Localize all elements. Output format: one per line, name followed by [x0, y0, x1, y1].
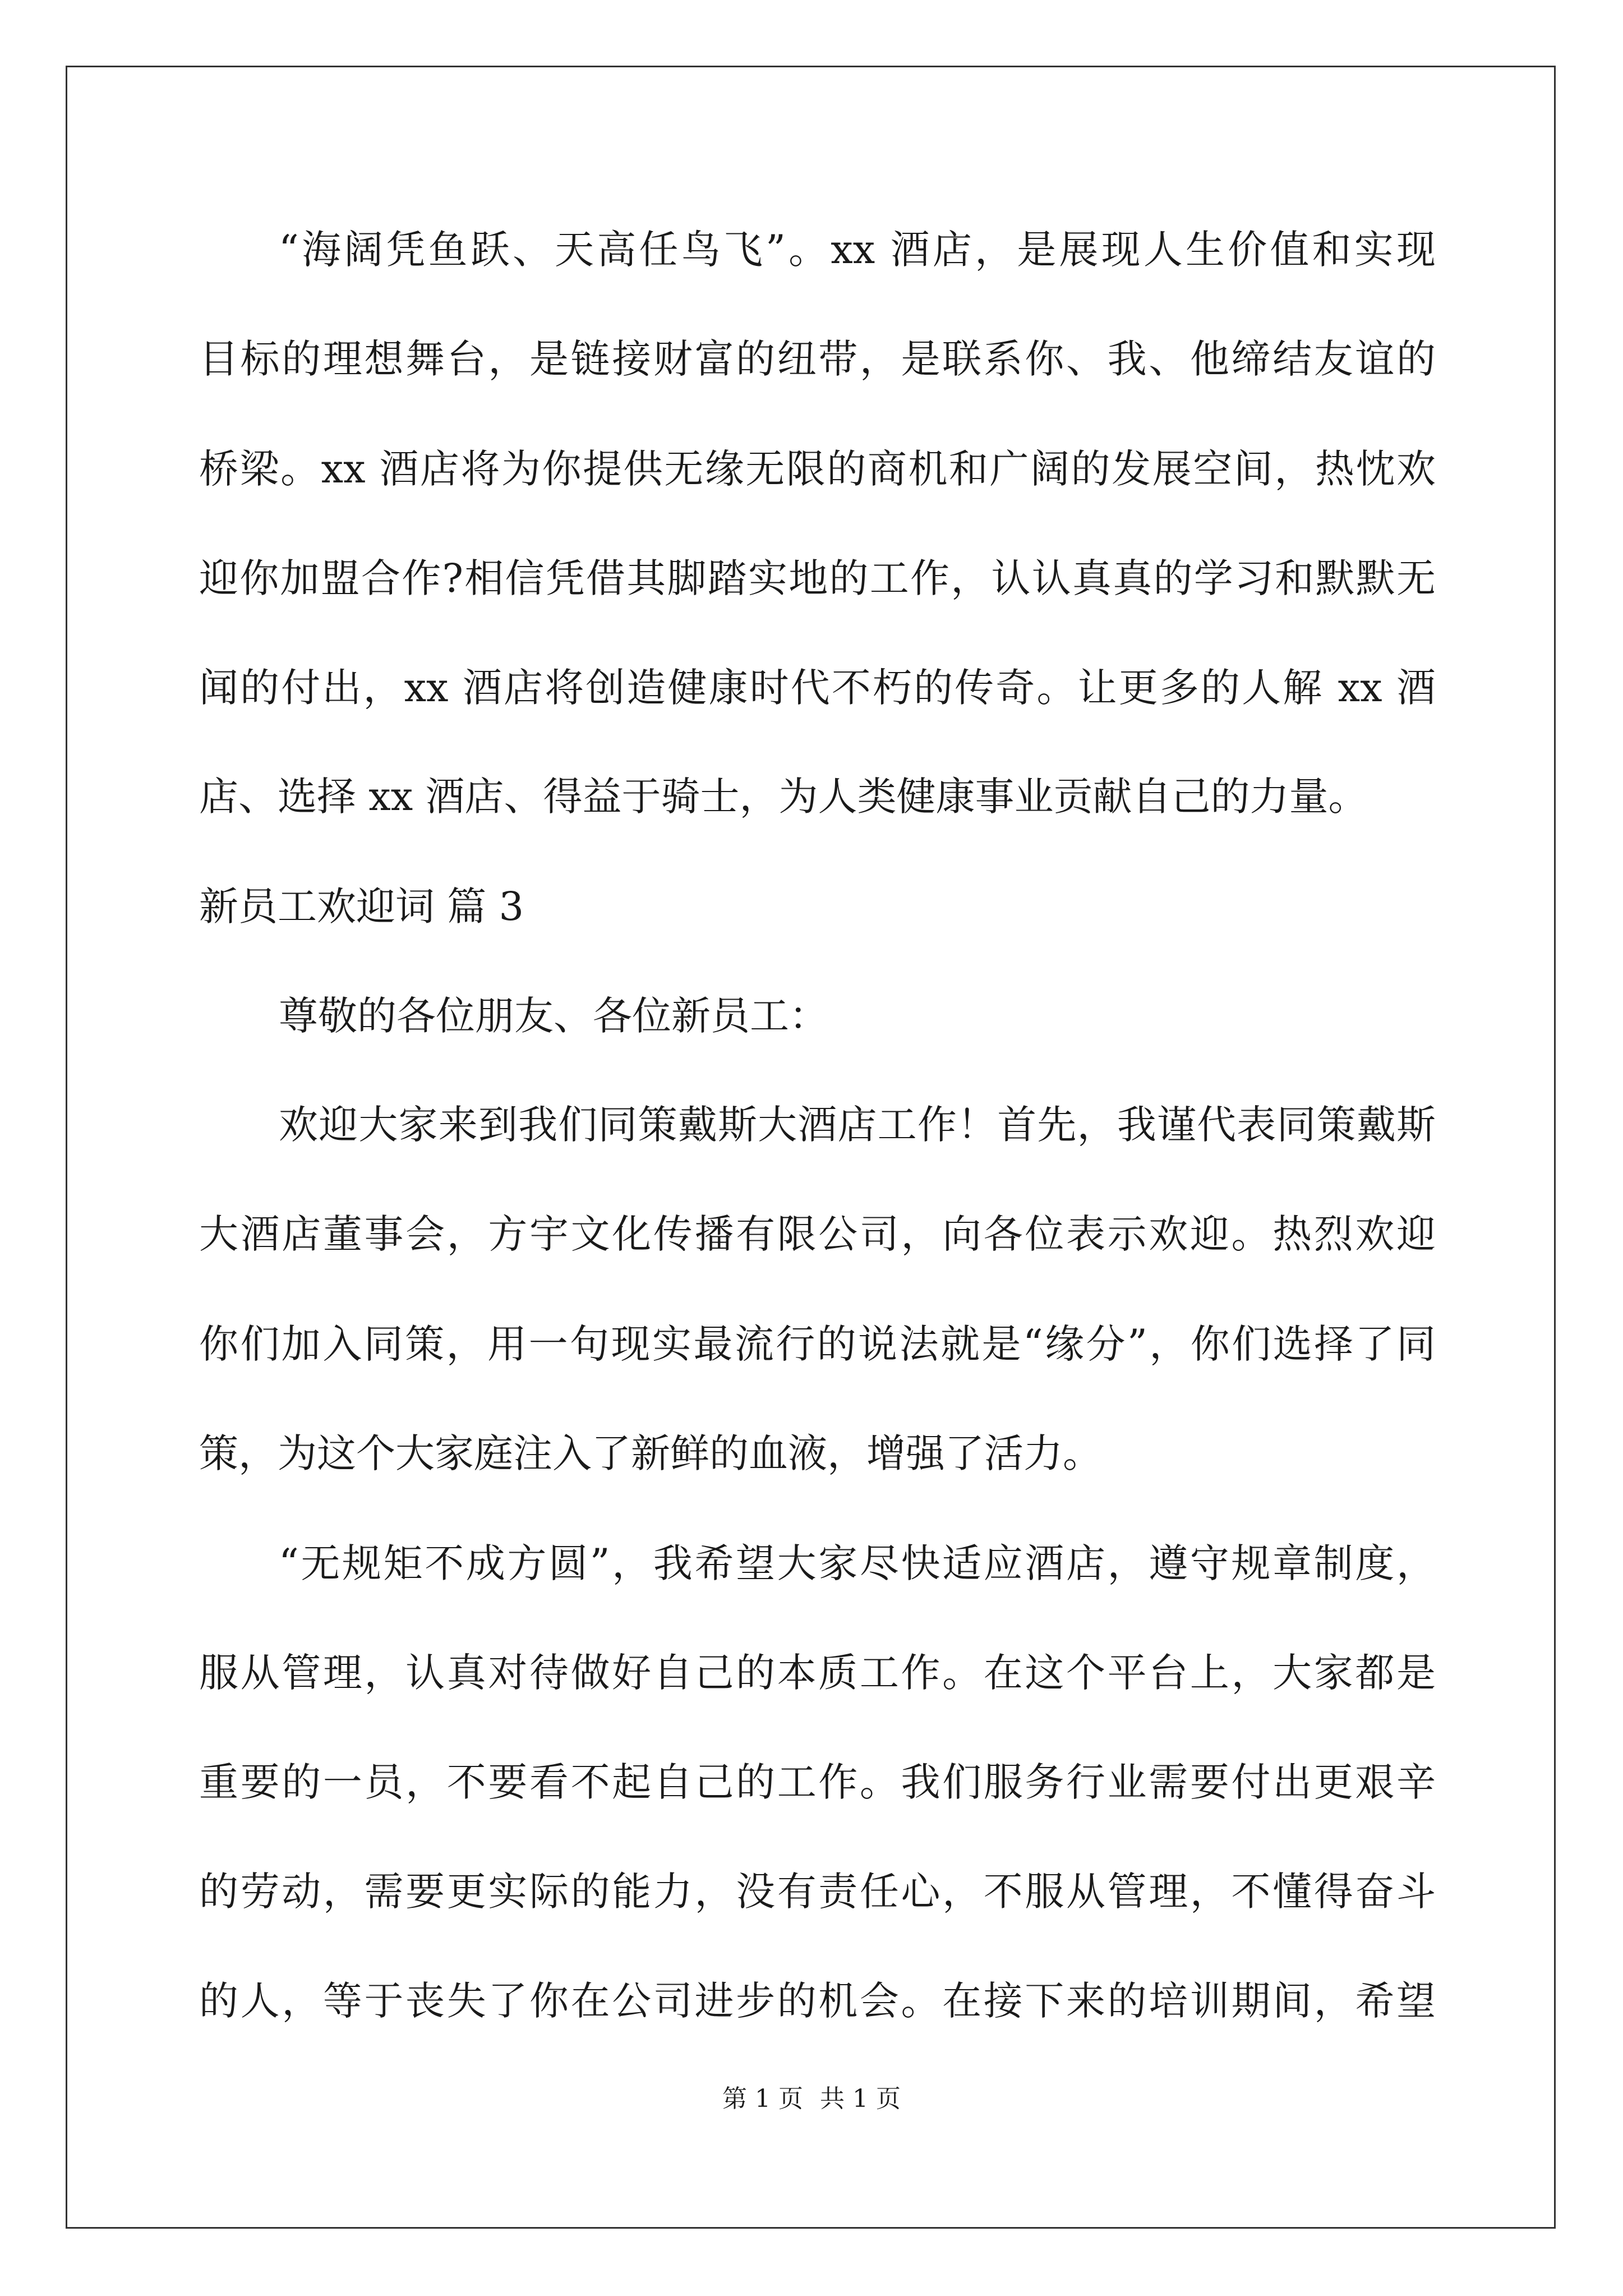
page-total: 共 1 页	[820, 2085, 901, 2113]
paragraph-line: 店、选择 xx 酒店、得益于骑士，为人类健康事业贡献自己的力量。	[199, 774, 1368, 820]
paragraph-line: 重要的一员，不要看不起自己的工作。我们服务行业需要付出更艰辛	[199, 1759, 1436, 1805]
paragraph-line: 闻的付出，xx 酒店将创造健康时代不朽的传奇。让更多的人解 xx 酒	[199, 665, 1436, 711]
paragraph-line: 桥梁。xx 酒店将为你提供无缘无限的商机和广阔的发展空间，热忱欢	[199, 446, 1436, 492]
paragraph-line: 目标的理想舞台，是链接财富的纽带，是联系你、我、他缔结友谊的	[199, 336, 1436, 382]
paragraph-line: 的人，等于丧失了你在公司进步的机会。在接下来的培训期间，希望	[199, 1978, 1436, 2024]
salutation: 尊敬的各位朋友、各位新员工：	[279, 993, 828, 1039]
paragraph-line: 大酒店董事会，方宇文化传播有限公司，向各位表示欢迎。热烈欢迎	[199, 1211, 1436, 1257]
section-heading: 新员工欢迎词 篇 3	[199, 884, 524, 930]
paragraph-line: “无规矩不成方圆”，我希望大家尽快适应酒店，遵守规章制度，	[279, 1540, 1436, 1586]
page-number: 第 1 页	[722, 2085, 803, 2113]
paragraph-line: 服从管理，认真对待做好自己的本质工作。在这个平台上，大家都是	[199, 1650, 1436, 1696]
paragraph-line: “海阔凭鱼跃、天高任鸟飞”。xx 酒店，是展现人生价值和实现	[279, 227, 1436, 273]
paragraph-line: 你们加入同策，用一句现实最流行的说法就是“缘分”，你们选择了同	[199, 1321, 1436, 1367]
paragraph-line: 的劳动，需要更实际的能力，没有责任心，不服从管理，不懂得奋斗	[199, 1869, 1436, 1915]
page-footer	[0, 2082, 1623, 2116]
paragraph-line: 迎你加盟合作?相信凭借其脚踏实地的工作，认认真真的学习和默默无	[199, 555, 1436, 601]
paragraph-line: 策，为这个大家庭注入了新鲜的血液，增强了活力。	[199, 1430, 1102, 1476]
paragraph-line: 欢迎大家来到我们同策戴斯大酒店工作！首先，我谨代表同策戴斯	[279, 1102, 1436, 1148]
